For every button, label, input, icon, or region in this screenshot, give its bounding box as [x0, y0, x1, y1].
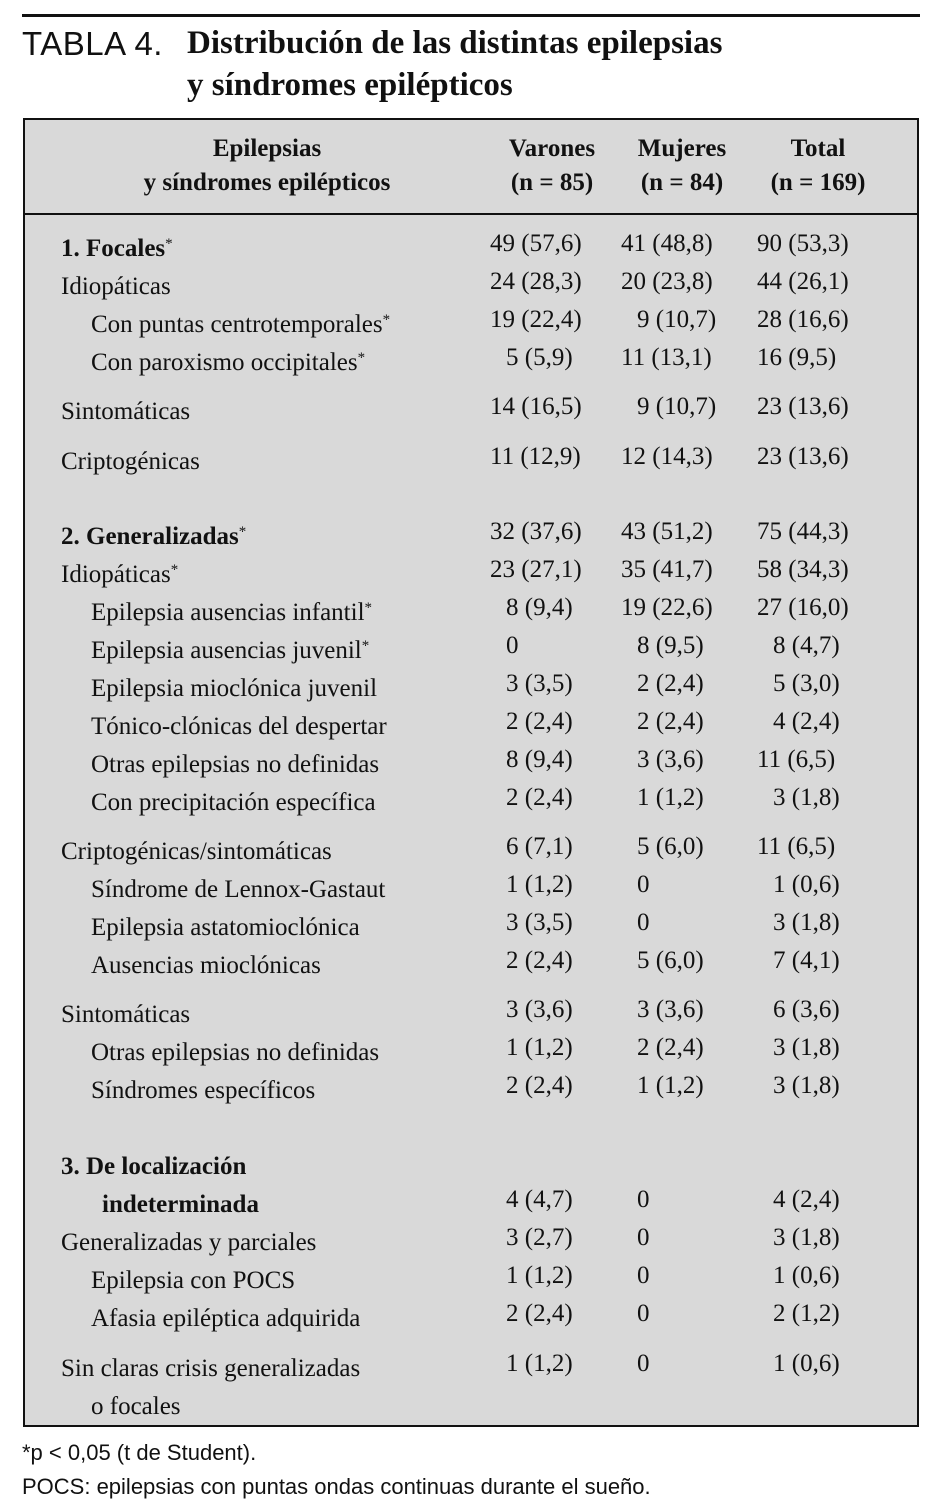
- row-label: o focales: [91, 1393, 181, 1420]
- cell-mujeres: 0: [637, 1300, 650, 1327]
- cell-mujeres: 41 (48,8): [621, 230, 713, 257]
- cell-mujeres: 0: [637, 1262, 650, 1289]
- cell-total: 3 (1,8): [773, 784, 840, 811]
- cell-total: 1 (0,6): [773, 1350, 840, 1377]
- table-row: [25, 264, 917, 300]
- cell-total: 75 (44,3): [757, 518, 849, 545]
- cell-mujeres: 43 (51,2): [621, 518, 713, 545]
- row-label: 3. De localización: [61, 1153, 247, 1180]
- table-row: [25, 552, 917, 588]
- table-row: [25, 1068, 917, 1104]
- row-label: 2. Generalizadas*: [61, 523, 247, 550]
- table-row: [25, 628, 917, 664]
- cell-mujeres: 9 (10,7): [637, 393, 717, 420]
- cell-varones: 8 (9,4): [506, 594, 573, 621]
- row-label: Epilepsia mioclónica juvenil: [91, 675, 378, 702]
- cell-mujeres: 3 (3,6): [637, 746, 704, 773]
- table-label: TABLA 4.: [22, 25, 163, 62]
- cell-varones: 2 (2,4): [506, 784, 573, 811]
- table-row: [25, 1220, 917, 1256]
- cell-varones: 19 (22,4): [490, 306, 582, 333]
- cell-varones: 3 (3,5): [506, 909, 573, 936]
- table-row: [25, 389, 917, 425]
- cell-total: 3 (1,8): [773, 1034, 840, 1061]
- cell-mujeres: 0: [637, 1350, 650, 1377]
- cell-mujeres: 0: [637, 909, 650, 936]
- cell-total: 90 (53,3): [757, 230, 849, 257]
- table-row: [25, 943, 917, 979]
- cell-varones: 3 (3,6): [506, 996, 573, 1023]
- cell-total: 28 (16,6): [757, 306, 849, 333]
- cell-total: 4 (2,4): [773, 1186, 840, 1213]
- title-line-2: y síndromes epilépticos: [187, 67, 513, 103]
- data-table: [23, 118, 919, 1427]
- cell-mujeres: 3 (3,6): [637, 996, 704, 1023]
- cell-total: 6 (3,6): [773, 996, 840, 1023]
- table-title: [22, 24, 922, 103]
- cell-varones: 8 (9,4): [506, 746, 573, 773]
- cell-total: 23 (13,6): [757, 443, 849, 470]
- table-row: [25, 514, 917, 550]
- table-row: [25, 666, 917, 702]
- cell-total: 5 (3,0): [773, 670, 840, 697]
- cell-varones: 5 (5,9): [506, 344, 573, 371]
- cell-varones: 23 (27,1): [490, 556, 582, 583]
- cell-total: 27 (16,0): [757, 594, 849, 621]
- row-label: indeterminada: [102, 1191, 259, 1218]
- table-row: [25, 704, 917, 740]
- table-row: [25, 590, 917, 626]
- cell-total: 4 (2,4): [773, 708, 840, 735]
- cell-mujeres: 20 (23,8): [621, 268, 713, 295]
- cell-varones: 49 (57,6): [490, 230, 582, 257]
- row-label: Generalizadas y parciales: [61, 1229, 317, 1256]
- row-label: Afasia epiléptica adquirida: [91, 1305, 361, 1332]
- table-row: [25, 742, 917, 778]
- cell-total: 23 (13,6): [757, 393, 849, 420]
- table-row: [25, 439, 917, 475]
- cell-varones: 4 (4,7): [506, 1186, 573, 1213]
- cell-total: 11 (6,5): [757, 833, 836, 860]
- cell-mujeres: 9 (10,7): [637, 306, 717, 333]
- cell-varones: 2 (2,4): [506, 947, 573, 974]
- cell-total: 3 (1,8): [773, 1072, 840, 1099]
- cell-varones: 3 (2,7): [506, 1224, 573, 1251]
- row-label: Sintomáticas: [61, 1001, 191, 1028]
- cell-varones: 1 (1,2): [506, 1034, 573, 1061]
- header-mujeres: Mujeres (n = 84): [637, 135, 727, 196]
- row-label: Idiopáticas: [61, 273, 171, 300]
- cell-mujeres: 11 (13,1): [621, 344, 712, 371]
- cell-mujeres: 19 (22,6): [621, 594, 713, 621]
- table-row: [25, 780, 917, 816]
- row-label: Con paroxismo occipitales*: [91, 349, 366, 376]
- cell-varones: 1 (1,2): [506, 1350, 573, 1377]
- table-row: [25, 340, 917, 376]
- cell-mujeres: 12 (14,3): [621, 443, 713, 470]
- table-row: [25, 226, 917, 262]
- table-row: [25, 1346, 917, 1382]
- cell-mujeres: 8 (9,5): [637, 632, 704, 659]
- row-label: Sintomáticas: [61, 398, 191, 425]
- table-row: [25, 992, 917, 1028]
- footnote-significance: *p < 0,05 (t de Student).: [22, 1440, 257, 1465]
- header-epilepsias: Epilepsias y síndromes epilépticos: [143, 135, 391, 196]
- table-row: [25, 1258, 917, 1294]
- cell-varones: 1 (1,2): [506, 1262, 573, 1289]
- table-row: [25, 1182, 917, 1218]
- cell-total: 11 (6,5): [757, 746, 836, 773]
- table-row: [25, 905, 917, 941]
- cell-total: 3 (1,8): [773, 1224, 840, 1251]
- table-row: [25, 302, 917, 338]
- cell-varones: 24 (28,3): [490, 268, 582, 295]
- cell-varones: 6 (7,1): [506, 833, 573, 860]
- table-row: [25, 1030, 917, 1066]
- cell-total: 7 (4,1): [773, 947, 840, 974]
- cell-varones: 2 (2,4): [506, 1300, 573, 1327]
- row-label: Con puntas centrotemporales*: [91, 311, 391, 338]
- cell-varones: 3 (3,5): [506, 670, 573, 697]
- cell-mujeres: 0: [637, 1224, 650, 1251]
- row-label: Epilepsia ausencias juvenil*: [91, 637, 370, 664]
- row-label: Sin claras crisis generalizadas: [61, 1355, 361, 1382]
- row-label: Ausencias mioclónicas: [91, 952, 321, 979]
- cell-varones: 1 (1,2): [506, 871, 573, 898]
- cell-total: 8 (4,7): [773, 632, 840, 659]
- row-label: Con precipitación específica: [91, 789, 376, 816]
- row-label: Epilepsia con POCS: [91, 1267, 296, 1294]
- row-label: Epilepsia astatomioclónica: [91, 914, 360, 941]
- row-label: Criptogénicas/sintomáticas: [61, 838, 332, 865]
- cell-total: 1 (0,6): [773, 1262, 840, 1289]
- footnote-pocs: POCS: epilepsias con puntas ondas continuas durante el sueño.: [22, 1474, 651, 1499]
- table-row: [25, 867, 917, 903]
- table-row: [25, 1144, 917, 1180]
- row-label: Tónico-clónicas del despertar: [91, 713, 387, 740]
- cell-varones: 14 (16,5): [490, 393, 582, 420]
- cell-varones: 2 (2,4): [506, 708, 573, 735]
- cell-mujeres: 0: [637, 871, 650, 898]
- cell-mujeres: 2 (2,4): [637, 1034, 704, 1061]
- cell-total: 16 (9,5): [757, 344, 837, 371]
- cell-varones: 0: [506, 632, 519, 659]
- cell-total: 58 (34,3): [757, 556, 849, 583]
- cell-total: 2 (1,2): [773, 1300, 840, 1327]
- row-label: Síndromes específicos: [91, 1077, 316, 1104]
- cell-total: 1 (0,6): [773, 871, 840, 898]
- cell-mujeres: 1 (1,2): [637, 1072, 704, 1099]
- cell-mujeres: 5 (6,0): [637, 833, 704, 860]
- cell-mujeres: 35 (41,7): [621, 556, 713, 583]
- table-header: [25, 120, 917, 215]
- cell-varones: 32 (37,6): [490, 518, 582, 545]
- row-label: Idiopáticas*: [61, 561, 179, 588]
- cell-mujeres: 1 (1,2): [637, 784, 704, 811]
- row-label: Criptogénicas: [61, 448, 200, 475]
- table-row: [25, 829, 917, 865]
- row-label: Síndrome de Lennox-Gastaut: [91, 876, 386, 903]
- cell-total: 44 (26,1): [757, 268, 849, 295]
- row-label: Epilepsia ausencias infantil*: [91, 599, 373, 626]
- table-row: [25, 1296, 917, 1332]
- row-label: Otras epilepsias no definidas: [91, 1039, 380, 1066]
- header-varones: Varones (n = 85): [508, 135, 596, 196]
- title-line-1: Distribución de las distintas epilepsias: [187, 25, 723, 61]
- cell-mujeres: 2 (2,4): [637, 708, 704, 735]
- top-rule: [22, 14, 920, 17]
- cell-varones: 11 (12,9): [490, 443, 581, 470]
- row-label: 1. Focales*: [61, 235, 173, 262]
- cell-mujeres: 0: [637, 1186, 650, 1213]
- cell-varones: 2 (2,4): [506, 1072, 573, 1099]
- cell-mujeres: 2 (2,4): [637, 670, 704, 697]
- row-label: Otras epilepsias no definidas: [91, 751, 380, 778]
- cell-mujeres: 5 (6,0): [637, 947, 704, 974]
- header-total: Total (n = 169): [770, 135, 866, 196]
- cell-total: 3 (1,8): [773, 909, 840, 936]
- table-row: [25, 1384, 917, 1420]
